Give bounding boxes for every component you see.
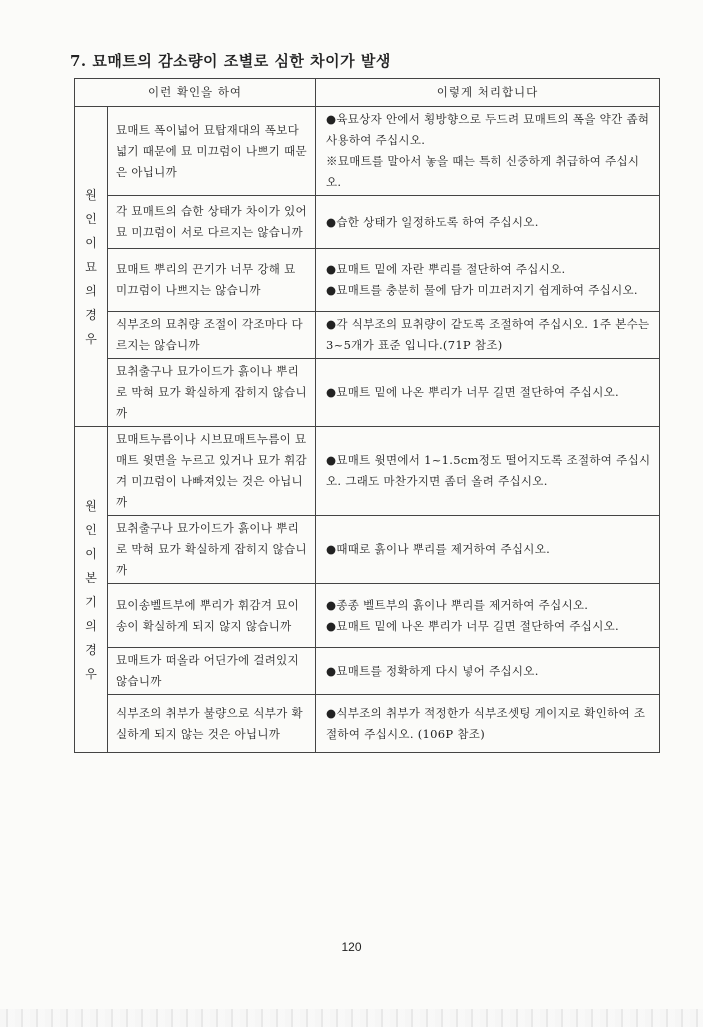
cause-cell: 묘취출구나 묘가이드가 흙이나 뿌리로 막혀 묘가 확실하게 잡히지 않습니까 — [108, 516, 316, 584]
remedy-cell — [316, 107, 660, 196]
table-row — [75, 196, 660, 249]
troubleshooting-table — [74, 78, 660, 753]
cause-cell: 묘매트 폭이넓어 묘탑재대의 폭보다 넓기 때문에 묘 미끄럼이 나쁘기 때문은 아닙니까 — [108, 107, 316, 196]
table-row — [75, 695, 660, 753]
remedy-item: ●육묘상자 안에서 횡방향으로 두드려 묘매트의 폭을 약간 좁혀 사용하여 주십시오. — [326, 112, 650, 147]
table-row — [75, 312, 660, 359]
remedy-item: ●때때로 흙이나 뿌리를 제거하여 주십시오. — [326, 542, 551, 556]
remedy-item: ●습한 상태가 일정하도록 하여 주십시오. — [326, 214, 539, 229]
remedy-cell — [316, 584, 660, 648]
category-char: 기 — [85, 594, 97, 609]
category-char: 우 — [85, 666, 97, 681]
remedy-cell — [316, 427, 660, 516]
cause-cell: 묘이송벨트부에 뿌리가 휘감겨 묘이송이 확실하게 되지 않지 않습니까 — [108, 584, 316, 648]
table-row — [75, 516, 660, 584]
table-header-row — [75, 79, 660, 107]
header-handle: 이렇게 처리합니다 — [316, 79, 660, 107]
remedy-cell — [316, 648, 660, 695]
remedy-item: ●묘매트를 충분히 물에 담가 미끄러지기 쉽게하여 주십시오. — [326, 283, 638, 297]
remedy-cell — [316, 695, 660, 753]
remedy-item: ●종종 벨트부의 흙이나 뿌리를 제거하여 주십시오. — [326, 597, 589, 612]
remedy-item: ●식부조의 취부가 적정한가 식부조셋팅 게이지로 확인하여 조절하여 주십시오. (106P 참조) — [326, 705, 646, 741]
table-row — [75, 584, 660, 648]
category-char: 원 — [85, 187, 97, 202]
category-char: 우 — [85, 331, 97, 346]
category-char: 경 — [85, 642, 97, 657]
remedy-cell — [316, 359, 660, 427]
category-char: 인 — [85, 522, 97, 537]
table-row — [75, 648, 660, 695]
category-char: 묘 — [85, 259, 97, 274]
table-row — [75, 427, 660, 516]
header-check: 이런 확인을 하여 — [75, 79, 316, 107]
cause-category — [75, 427, 108, 753]
category-char: 본 — [85, 570, 97, 585]
cause-cell: 묘매트누름이나 시브묘매트누름이 묘매트 윗면을 누르고 있거나 묘가 휘감겨 미끄럼이 나빠져있는 것은 아닙니까 — [108, 427, 316, 516]
table-row — [75, 249, 660, 312]
remedy-cell — [316, 516, 660, 584]
category-char: 이 — [85, 546, 97, 561]
remedy-cell — [316, 196, 660, 249]
remedy-item: ●묘매트 밑에 나온 뿌리가 너무 길면 절단하여 주십시오. — [326, 385, 619, 399]
scan-artifact-strip — [0, 1009, 703, 1027]
remedy-cell — [316, 249, 660, 312]
category-char: 의 — [85, 283, 97, 298]
remedy-item: ※묘매트를 말아서 놓을 때는 특히 신중하게 취급하여 주십시오. — [326, 154, 640, 189]
remedy-item: ●각 식부조의 묘취량이 같도록 조절하여 주십시오. 1주 본수는 3~5개가 표준 입니다.(71P 참조) — [326, 317, 650, 352]
remedy-cell — [316, 312, 660, 359]
section-title: 7. 묘매트의 감소량이 조별로 심한 차이가 발생 — [70, 52, 391, 70]
category-char: 경 — [85, 307, 97, 322]
table-row — [75, 359, 660, 427]
category-char: 이 — [85, 235, 97, 250]
remedy-item: ●묘매트 밑에 자란 뿌리를 절단하여 주십시오. — [326, 262, 566, 276]
cause-cell: 각 묘매트의 습한 상태가 차이가 있어 묘 미끄럼이 서로 다르지는 않습니까 — [108, 196, 316, 249]
cause-cell: 식부조의 묘취량 조절이 각조마다 다르지는 않습니까 — [108, 312, 316, 359]
category-char: 원 — [85, 498, 97, 513]
category-char: 인 — [85, 211, 97, 226]
cause-cell: 묘매트 뿌리의 끈기가 너무 강해 묘 미끄럼이 나쁘지는 않습니까 — [108, 249, 316, 312]
remedy-item: ●묘매트 밑에 나온 뿌리가 너무 길면 절단하여 주십시오. — [326, 618, 619, 633]
cause-cell: 묘매트가 떠올라 어딘가에 걸려있지 않습니까 — [108, 648, 316, 695]
remedy-item: ●묘매트 윗면에서 1~1.5cm정도 떨어지도록 조절하여 주십시오. 그래도 마찬가지면 좀더 올려 주십시오. — [326, 453, 651, 488]
table-row — [75, 107, 660, 196]
remedy-item: ●묘매트를 정확하게 다시 넣어 주십시오. — [326, 663, 539, 678]
cause-cell: 묘취출구나 묘가이드가 흙이나 뿌리로 막혀 묘가 확실하게 잡히지 않습니까 — [108, 359, 316, 427]
page-number: 120 — [341, 940, 362, 954]
category-char: 의 — [85, 618, 97, 633]
cause-category — [75, 107, 108, 427]
cause-cell: 식부조의 취부가 불량으로 식부가 확실하게 되지 않는 것은 아닙니까 — [108, 695, 316, 753]
